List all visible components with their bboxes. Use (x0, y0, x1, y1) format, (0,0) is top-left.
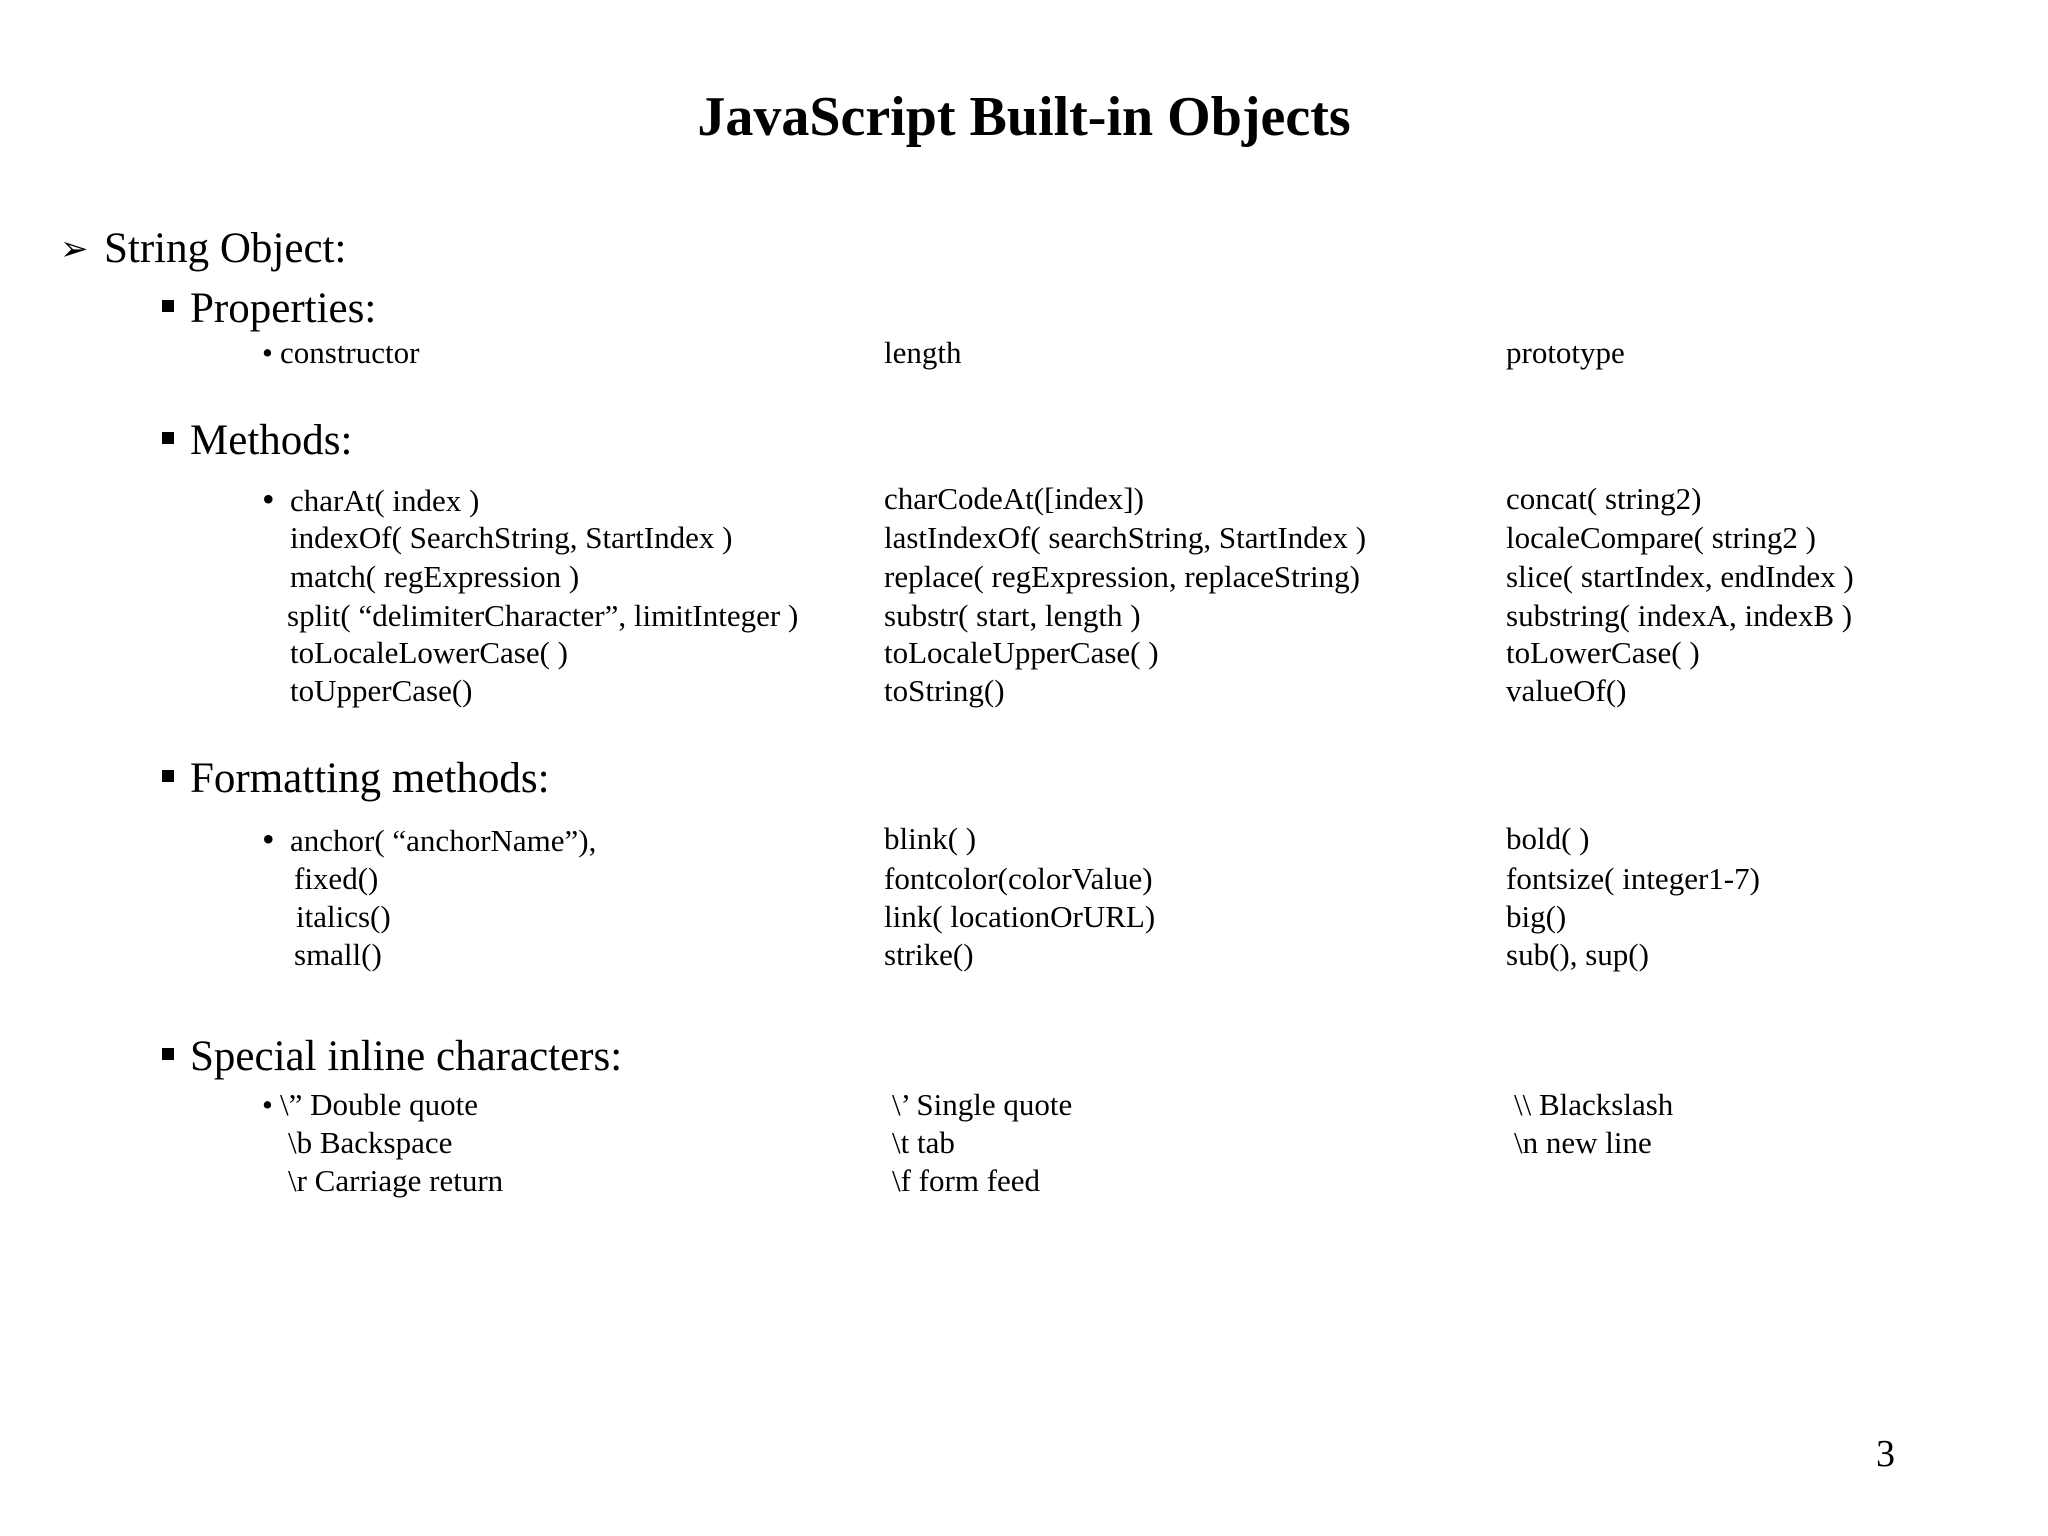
methods-label: Methods: (190, 417, 353, 464)
list-item: link( locationOrURL) (884, 899, 1156, 934)
list-item: \’ Single quote (892, 1087, 1073, 1122)
table-row (0, 820, 2048, 858)
square-bullet-icon (162, 300, 174, 312)
dot-bullet-icon: • (262, 335, 273, 370)
list-item: bold( ) (1506, 821, 1590, 856)
list-item: \b Backspace (288, 1125, 453, 1160)
list-item: \r Carriage return (288, 1163, 504, 1198)
properties-row (0, 334, 2048, 372)
list-item: substr( start, length ) (884, 598, 1141, 633)
list-item: toLowerCase( ) (1506, 635, 1700, 670)
list-item: fixed() (294, 861, 379, 896)
table-row (0, 519, 2048, 557)
formatting-methods-heading (162, 752, 550, 806)
list-item: toUpperCase() (290, 673, 473, 708)
special-characters-heading (162, 1030, 622, 1084)
arrow-bullet-icon: ➢ (60, 229, 89, 269)
list-item: slice( startIndex, endIndex ) (1506, 559, 1854, 594)
list-item: \\ Blackslash (1514, 1087, 1674, 1122)
table-row (0, 860, 2048, 898)
page-number: 3 (1876, 1433, 1895, 1475)
table-row (0, 480, 2048, 518)
list-item: • constructor (262, 335, 420, 370)
list-item: replace( regExpression, replaceString) (884, 559, 1360, 594)
list-item: charCodeAt([index]) (884, 481, 1144, 516)
list-item: toLocaleUpperCase( ) (884, 635, 1159, 670)
properties-label: Properties: (190, 285, 377, 332)
list-item: • charAt( index ) (262, 479, 480, 519)
table-row (0, 898, 2048, 936)
list-item: fontcolor(colorValue) (884, 861, 1153, 896)
list-item: \t tab (892, 1125, 955, 1160)
list-item: toString() (884, 673, 1005, 708)
dot-bullet-icon: • (262, 819, 275, 859)
list-item: italics() (296, 899, 391, 934)
table-row (0, 936, 2048, 974)
table-row (0, 1162, 2048, 1200)
table-row (0, 1124, 2048, 1162)
table-row (0, 597, 2048, 635)
list-item: blink( ) (884, 821, 977, 856)
table-row (0, 634, 2048, 672)
methods-heading (162, 414, 352, 468)
list-item: localeCompare( string2 ) (1506, 520, 1816, 555)
table-row (0, 672, 2048, 710)
list-item: valueOf() (1506, 673, 1627, 708)
string-object-heading (60, 222, 346, 276)
square-bullet-icon (162, 770, 174, 782)
string-object-label: String Object: (104, 225, 347, 272)
list-item: \n new line (1514, 1125, 1652, 1160)
square-bullet-icon (162, 1048, 174, 1060)
special-characters-label: Special inline characters: (190, 1033, 623, 1080)
list-item: length (884, 335, 962, 370)
list-item: split( “delimiterCharacter”, limitInteger ) (287, 598, 799, 633)
list-item: big() (1506, 899, 1567, 934)
list-item: strike() (884, 937, 974, 972)
table-row (0, 1086, 2048, 1124)
dot-bullet-icon: • (262, 479, 275, 519)
list-item: small() (294, 937, 382, 972)
list-item: lastIndexOf( searchString, StartIndex ) (884, 520, 1367, 555)
list-item: prototype (1506, 335, 1625, 370)
list-item: toLocaleLowerCase( ) (290, 635, 569, 670)
list-item: match( regExpression ) (290, 559, 580, 594)
list-item: concat( string2) (1506, 481, 1702, 516)
dot-bullet-icon: • (262, 1087, 273, 1122)
list-item: substring( indexA, indexB ) (1506, 598, 1853, 633)
list-item: \f form feed (892, 1163, 1041, 1198)
slide-title: JavaScript Built-in Objects (697, 86, 1351, 148)
square-bullet-icon (162, 432, 174, 444)
list-item: fontsize( integer1-7) (1506, 861, 1760, 896)
table-row (0, 558, 2048, 596)
list-item: • \” Double quote (262, 1087, 479, 1122)
formatting-methods-label: Formatting methods: (190, 755, 550, 802)
list-item: sub(), sup() (1506, 937, 1649, 972)
list-item: indexOf( SearchString, StartIndex ) (290, 520, 733, 555)
list-item: • anchor( “anchorName”), (262, 819, 597, 859)
properties-heading (162, 282, 376, 336)
